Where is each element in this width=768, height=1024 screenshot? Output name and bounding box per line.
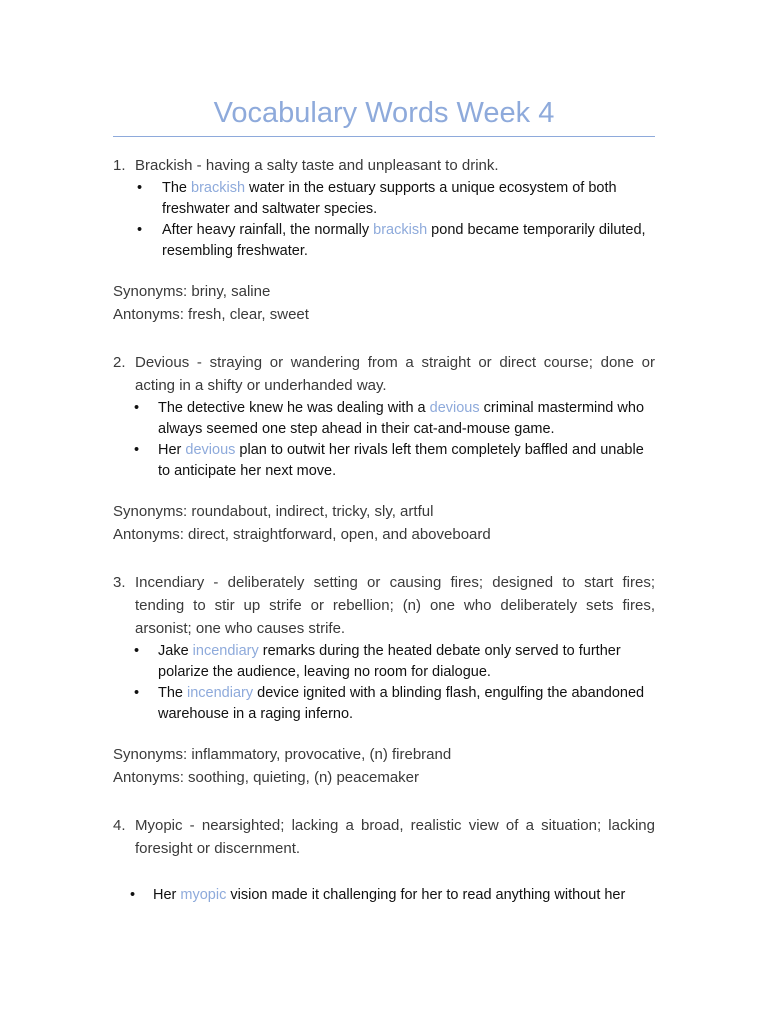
highlighted-word: devious: [429, 400, 480, 416]
highlighted-word: incendiary: [187, 685, 254, 701]
antonyms-line: Antonyms: direct, straightforward, open, and aboveboard: [113, 526, 491, 543]
list-number: 3.: [113, 574, 126, 591]
bullet-icon: •: [134, 643, 140, 659]
bullet-icon: •: [134, 442, 140, 458]
highlighted-word: brackish: [191, 180, 246, 196]
bullet-icon: •: [134, 400, 140, 416]
word-entry-incendiary: [113, 571, 655, 789]
example-sentence: [113, 641, 655, 682]
list-number: 4.: [113, 817, 126, 834]
list-number: 2.: [113, 354, 126, 371]
example-text-after: water in the estuary supports a unique ecosystem of both freshwater and saltwater species.: [162, 180, 617, 217]
bullet-icon: •: [137, 180, 143, 196]
document-body: [113, 154, 655, 906]
example-list: [113, 885, 655, 906]
example-text-before: The: [162, 180, 192, 196]
definition-text: Devious - straying or wandering from a straight or direct course; done or acting in a shifty or underhanded way.: [135, 354, 655, 394]
word-entry-brackish: [113, 154, 655, 326]
example-text-before: After heavy rainfall, the normally: [162, 222, 374, 238]
highlighted-word: devious: [185, 442, 236, 458]
highlighted-word: incendiary: [192, 643, 259, 659]
example-sentence: [113, 683, 655, 724]
example-text-after: plan to outwit her rivals left them completely baffled and unable to anticipate her next move.: [158, 442, 644, 479]
example-text-before: Her: [158, 442, 186, 458]
example-text-after: pond became temporarily diluted, resembling freshwater.: [162, 222, 646, 259]
example-text-before: The: [158, 685, 188, 701]
bullet-icon: •: [134, 685, 140, 701]
example-sentence: [113, 178, 655, 219]
example-sentence: [113, 398, 655, 439]
example-text-after: remarks during the heated debate only served to further polarize the audience, leaving no room for dialogue.: [158, 643, 621, 680]
example-text-after: vision made it challenging for her to read anything without her: [226, 887, 626, 903]
antonyms-line: Antonyms: soothing, quieting, (n) peacemaker: [113, 769, 419, 786]
synonyms-line: Synonyms: briny, saline: [113, 283, 271, 300]
antonyms-line: Antonyms: fresh, clear, sweet: [113, 306, 309, 323]
example-list: [113, 398, 655, 481]
highlighted-word: myopic: [180, 887, 227, 903]
example-text-before: Jake: [158, 643, 193, 659]
bullet-icon: •: [130, 887, 136, 903]
example-list: [113, 178, 655, 261]
word-definition: [113, 351, 655, 397]
synonyms-line: Synonyms: inflammatory, provocative, (n) firebrand: [113, 746, 452, 763]
example-text-before: Her: [153, 887, 181, 903]
list-number: 1.: [113, 157, 126, 174]
example-text-before: The detective knew he was dealing with a: [158, 400, 430, 416]
document-title: Vocabulary Words Week 4: [213, 97, 555, 129]
synonyms-line: Synonyms: roundabout, indirect, tricky, sly, artful: [113, 503, 434, 520]
example-sentence: [113, 220, 655, 261]
word-entry-myopic: [113, 814, 655, 906]
definition-text: Myopic - nearsighted; lacking a broad, realistic view of a situation; lacking foresight or discernment.: [135, 817, 655, 857]
title-underline: [113, 136, 655, 137]
definition-text: Incendiary - deliberately setting or causing fires; designed to start fires; tending to stir up strife or rebellion; (n) one who deliberately sets fires, arsonist; one who causes strife.: [135, 574, 655, 637]
example-list: [113, 641, 655, 724]
example-sentence: [113, 885, 655, 906]
example-text-after: device ignited with a blinding flash, engulfing the abandoned warehouse in a raging inferno.: [158, 685, 645, 722]
word-definition: [113, 154, 655, 177]
bullet-icon: •: [137, 222, 143, 238]
highlighted-word: brackish: [373, 222, 428, 238]
example-sentence: [113, 440, 655, 481]
word-definition: [113, 814, 655, 860]
word-entry-devious: [113, 351, 655, 546]
example-text-after: criminal mastermind who always seemed one step ahead in their cat-and-mouse game.: [158, 400, 645, 437]
definition-text: Brackish - having a salty taste and unpleasant to drink.: [135, 157, 499, 174]
word-definition: [113, 571, 655, 640]
